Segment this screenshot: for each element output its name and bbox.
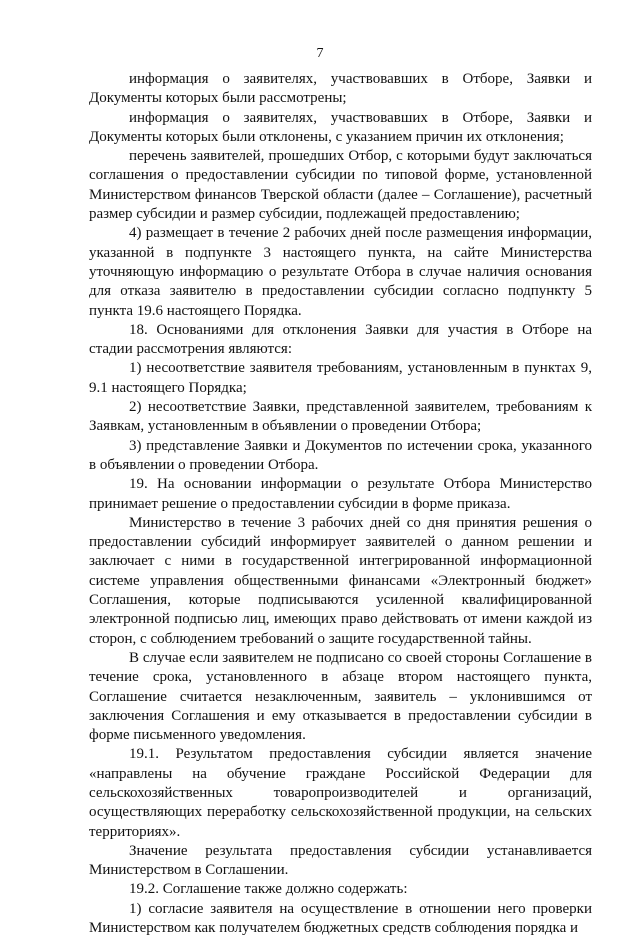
- paragraph-selected-applicants-list: перечень заявителей, прошедших Отбор, с которыми будут заключаться соглашения о предоставлении субсидии по типовой форме, установленной Министерством финансов Тверской области (далее – Соглашение), расчетный размер субсидии и размер субсидии, подлежащей предоставлению;: [89, 148, 592, 223]
- paragraph-18-item-1: 1) несоответствие заявителя требованиям, установленным в пунктах 9, 9.1 настоящего Порядка;: [89, 360, 592, 396]
- paragraph-section-18: 18. Основаниями для отклонения Заявки для участия в Отборе на стадии рассмотрения являются:: [89, 321, 592, 358]
- paragraph-rejected-applicants: информация о заявителях, участвовавших в Отборе, Заявки и Документы которых были отклонены, с указанием причин их отклонения;: [89, 109, 592, 145]
- paragraph-19-agreement: Министерство в течение 3 рабочих дней со дня принятия решения о предоставлении субсидий информирует заявителей о данном решении и заключает с ними в государственной интегрированной информационной системе управления общественными финансами «Электронный бюджет» Соглашения, которые подписываются усиленной квалифицированной электронной подписью лиц, имеющих право действовать от имени каждой из сторон, с соблюдением требований о защите государственной тайны.: [89, 514, 592, 647]
- paragraph-19-1-value: Значение результата предоставления субсидии устанавливается Министерством в Соглашении.: [89, 842, 592, 879]
- document-body: [89, 70, 592, 938]
- paragraph-section-19-2: 19.2. Соглашение также должно содержать:: [129, 881, 408, 898]
- page-number: 7: [316, 46, 324, 61]
- paragraph-reviewed-applicants: информация о заявителях, участвовавших в Отборе, Заявки и Документы которых были рассмотрены;: [89, 71, 592, 107]
- paragraph-19-unsigned: В случае если заявителем не подписано со своей стороны Соглашение в течение срока, установленного в абзаце втором настоящего пункта, Соглашение считается незаключенным, заявитель – уклонившимся от заключения Соглашения и ему отказывается в предоставлении субсидии в форме письменного уведомления.: [89, 649, 592, 744]
- paragraph-section-19: 19. На основании информации о результате Отбора Министерство принимает решение о предоставлении субсидии в форме приказа.: [89, 476, 592, 512]
- paragraph-section-19-1: 19.1. Результатом предоставления субсидии является значение «направлены на обучение граждане Российской Федерации для сельскохозяйственных товаропроизводителей и организаций, осуществляющих переработку сельскохозяйственной продукции, на сельских территориях».: [89, 746, 592, 840]
- paragraph-18-item-3: 3) представление Заявки и Документов по истечении срока, указанного в объявлении о проведении Отбора.: [89, 437, 592, 473]
- paragraph-18-item-2: 2) несоответствие Заявки, представленной заявителем, требованиям к Заявкам, установленным в объявлении о проведении Отбора;: [89, 399, 592, 435]
- paragraph-item-4: 4) размещает в течение 2 рабочих дней после размещения информации, указанной в подпункте 3 настоящего пункта, на сайте Министерства уточняющую информацию о результате Отбора в случае наличия основания для отказа заявителю в предоставлении субсидии согласно подпункту 5 пункта 19.6 настоящего Порядка.: [89, 225, 592, 319]
- paragraph-19-2-item-1: 1) согласие заявителя на осуществление в отношении него проверки Министерством как получателем бюджетных средств соблюдения порядка и: [89, 900, 592, 937]
